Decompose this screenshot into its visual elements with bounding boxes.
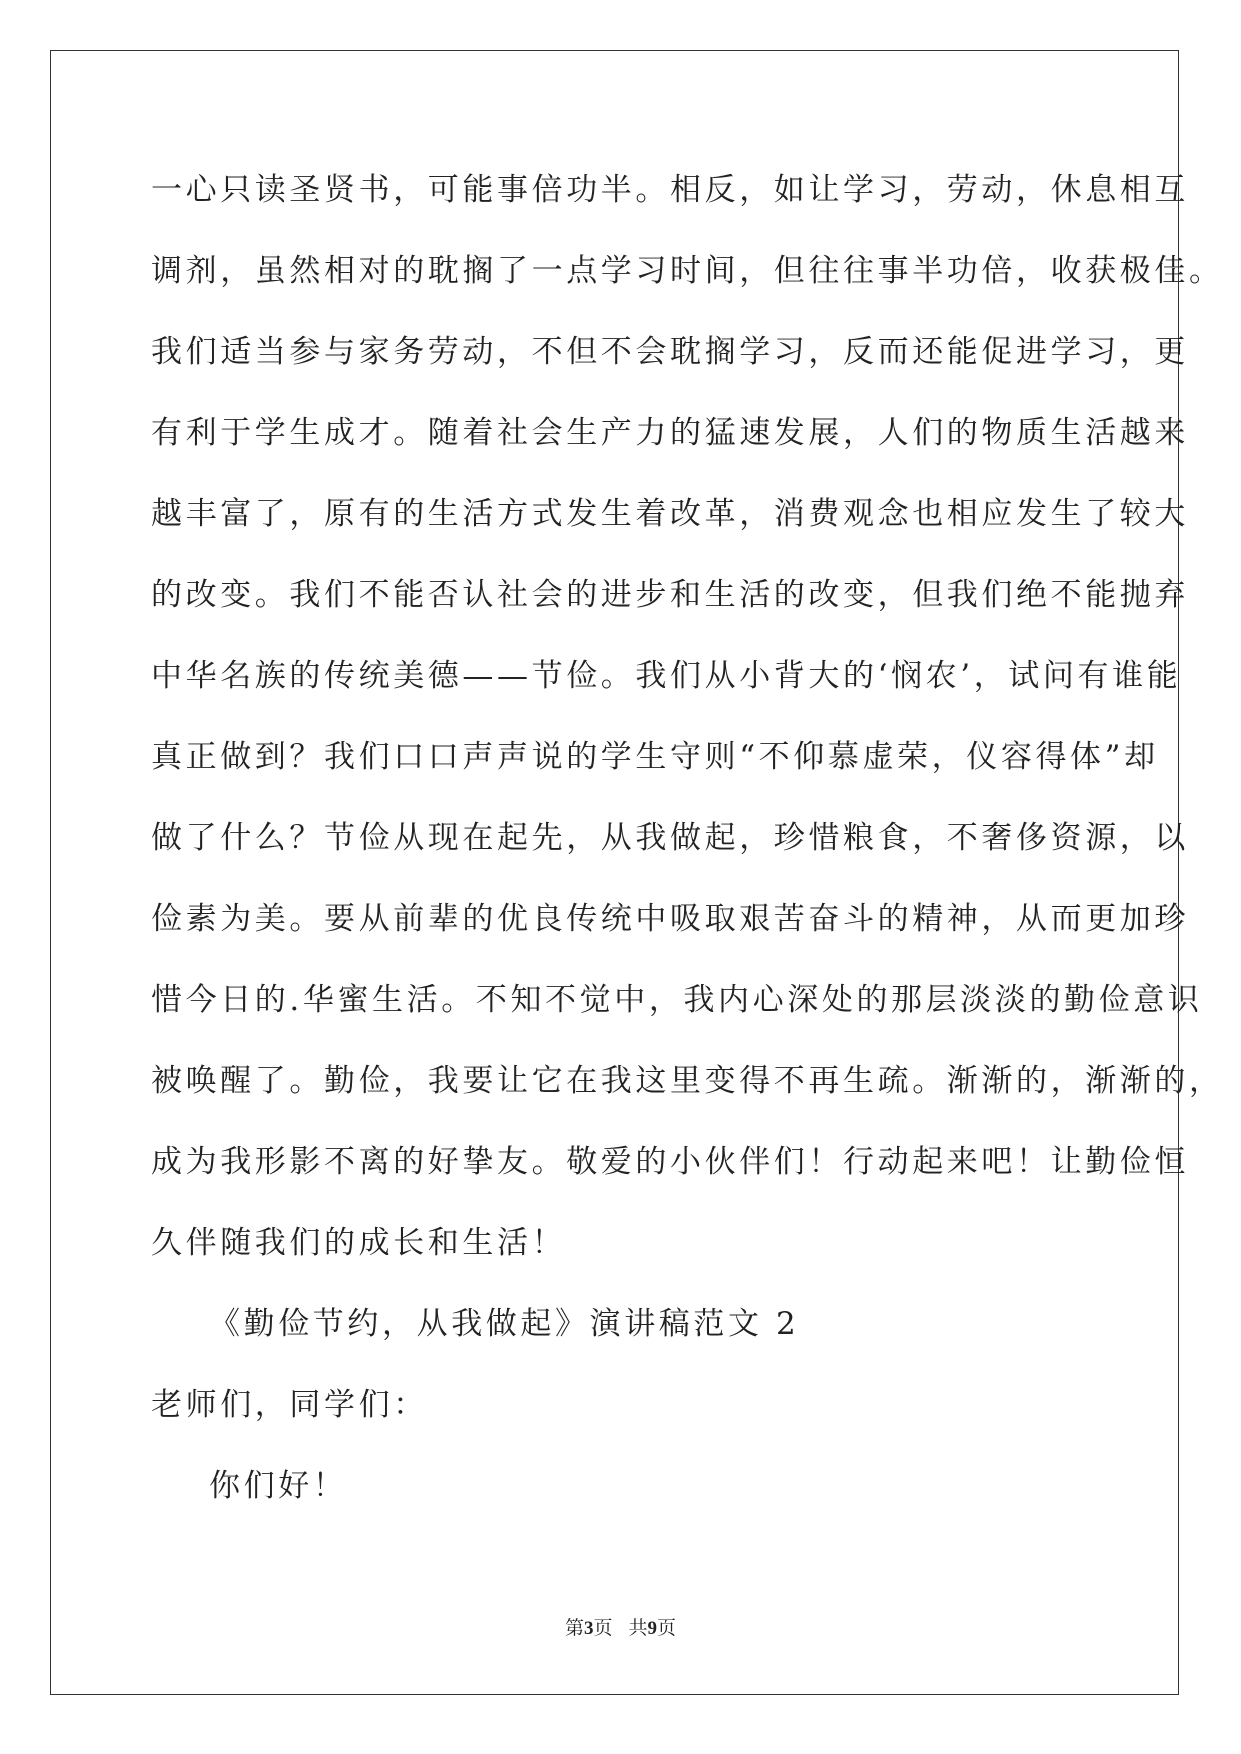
body-line: 越丰富了，原有的生活方式发生着改革，消费观念也相应发生了较大	[151, 496, 1189, 532]
body-line: 真正做到？我们口口声声说的学生守则“不仰慕虚荣，仪容得体”却	[151, 739, 1159, 775]
total-pages-number: 9	[647, 1618, 658, 1639]
body-line: 中华名族的传统美德——节俭。我们从小背大的‘悯农’，试问有谁能	[151, 658, 1182, 694]
body-line: 被唤醒了。勤俭，我要让它在我这里变得不再生疏。渐渐的，渐渐的，	[151, 1063, 1224, 1099]
greeting: 你们好！	[209, 1468, 348, 1504]
body-line: 成为我形影不离的好挚友。敬爱的小伙伴们！行动起来吧！让勤俭恒	[151, 1144, 1189, 1180]
body-line: 我们适当参与家务劳动，不但不会耽搁学习，反而还能促进学习，更	[151, 334, 1189, 370]
body-line: 惜今日的.华蜜生活。不知不觉中，我内心深处的那层淡淡的勤俭意识	[151, 982, 1203, 1018]
body-line: 做了什么？节俭从现在起先，从我做起，珍惜粮食，不奢侈资源，以	[151, 820, 1189, 856]
document-body	[151, 150, 1224, 1527]
total-suffix: 页	[657, 1617, 677, 1639]
section-title: 《勤俭节约，从我做起》演讲稿范文 2	[209, 1306, 800, 1342]
body-line: 的改变。我们不能否认社会的进步和生活的改变，但我们绝不能抛弃	[151, 577, 1189, 613]
total-prefix: 共	[628, 1617, 648, 1639]
page-footer	[0, 1616, 1241, 1641]
page-suffix: 页	[593, 1617, 613, 1639]
page-prefix: 第	[564, 1617, 584, 1639]
body-line: 有利于学生成才。随着社会生产力的猛速发展，人们的物质生活越来	[151, 415, 1189, 451]
body-line: 调剂，虽然相对的耽搁了一点学习时间，但往往事半功倍，收获极佳。	[151, 253, 1224, 289]
salutation: 老师们，同学们：	[151, 1387, 428, 1423]
current-page-number: 3	[583, 1618, 594, 1639]
body-line: 俭素为美。要从前辈的优良传统中吸取艰苦奋斗的精神，从而更加珍	[151, 901, 1189, 937]
body-line: 久伴随我们的成长和生活！	[151, 1225, 567, 1261]
body-line: 一心只读圣贤书，可能事倍功半。相反，如让学习，劳动，休息相互	[151, 172, 1189, 208]
